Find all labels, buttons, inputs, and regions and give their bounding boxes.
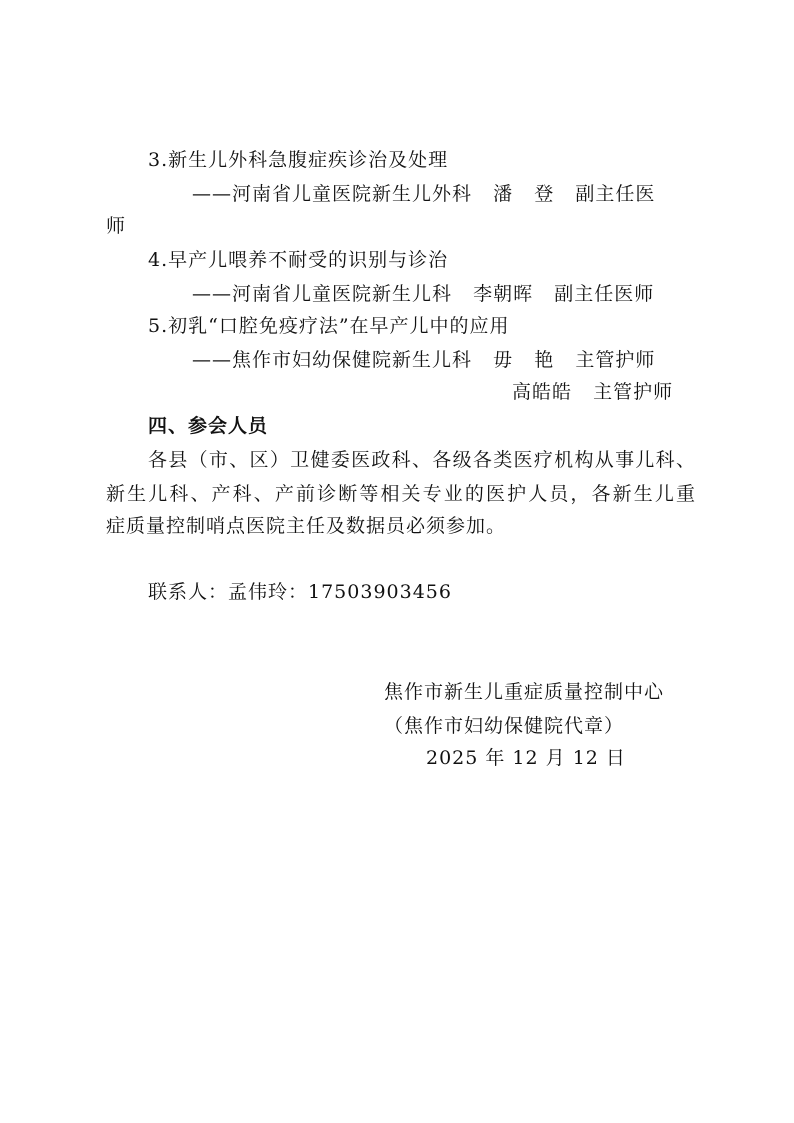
contact-line: 联系人：孟伟玲：17503903456 [148,581,452,603]
section-4-body-line-1: 各县（市、区）卫健委医政科、各级各类医疗机构从事儿科、 [148,449,696,471]
agenda-item-5-title: 5.初乳“口腔免疫疗法”在早产儿中的应用 [148,315,510,337]
signature-date: 2025 年 12 月 12 日 [426,747,626,769]
section-4-body-line-3: 症质量控制哨点医院主任及数据员必须参加。 [106,515,507,537]
agenda-item-3-speaker: ——河南省儿童医院新生儿外科 潘 登 副主任医 [192,183,656,205]
section-4-body-line-2: 新生儿科、产科、产前诊断等相关专业的医护人员，各新生儿重 [106,483,696,505]
agenda-item-5-speaker-2: 高皓皓 主管护师 [512,381,674,403]
agenda-item-3-speaker-cont: 师 [106,215,127,237]
agenda-item-5-speaker: ——焦作市妇幼保健院新生儿科 毋 艳 主管护师 [192,349,656,371]
agenda-item-4-speaker: ——河南省儿童医院新生儿科 李朝晖 副主任医师 [192,283,655,305]
agenda-item-3-title: 3.新生儿外科急腹症疾诊治及处理 [148,149,449,171]
signature-org: 焦作市新生儿重症质量控制中心 [384,681,665,703]
agenda-item-4-title: 4.早产儿喂养不耐受的识别与诊治 [148,249,449,271]
signature-stamp-note: （焦作市妇幼保健院代章） [384,715,625,737]
section-4-heading: 四、参会人员 [148,415,269,437]
